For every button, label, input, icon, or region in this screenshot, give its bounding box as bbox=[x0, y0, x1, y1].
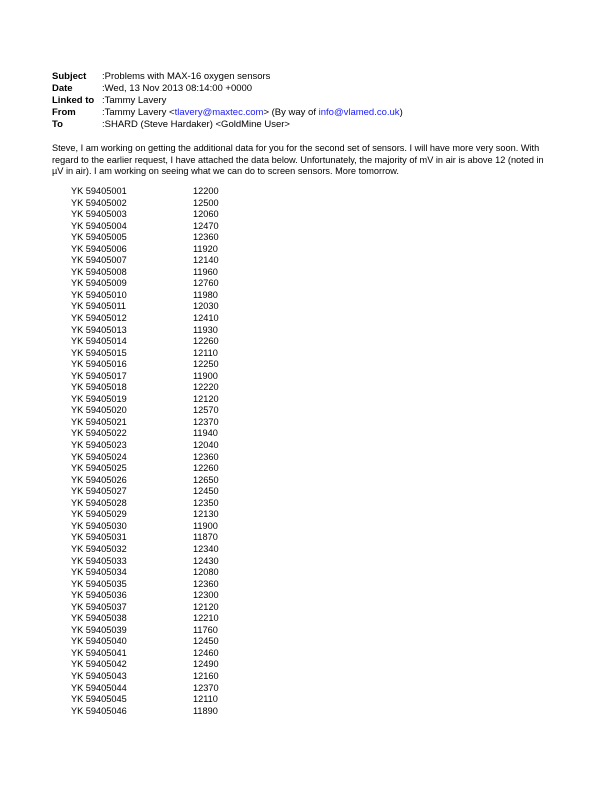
table-row bbox=[71, 394, 233, 406]
sensor-id: YK 59405013 bbox=[71, 324, 127, 335]
sensor-id: YK 59405026 bbox=[71, 474, 127, 485]
sensor-id: YK 59405005 bbox=[71, 232, 127, 243]
sensor-value: 12500 bbox=[193, 197, 219, 208]
table-row bbox=[71, 336, 233, 348]
email-header bbox=[52, 71, 572, 131]
from-end: ) bbox=[399, 107, 403, 118]
sensor-value: 11890 bbox=[193, 705, 218, 716]
table-row bbox=[71, 498, 233, 510]
sensor-id: YK 59405014 bbox=[71, 336, 127, 347]
sensor-id: YK 59405007 bbox=[71, 255, 127, 266]
sensor-value: 12120 bbox=[193, 393, 219, 404]
sensor-value: 12060 bbox=[193, 209, 219, 220]
table-row bbox=[71, 567, 233, 579]
sensor-value: 11920 bbox=[193, 243, 218, 254]
subject-row bbox=[52, 71, 572, 83]
subject-separator: : bbox=[102, 71, 105, 82]
sensor-id: YK 59405015 bbox=[71, 347, 127, 358]
table-row bbox=[71, 440, 233, 452]
date-value: Wed, 13 Nov 2013 08:14:00 +0000 bbox=[104, 83, 253, 94]
table-row bbox=[71, 244, 233, 256]
sensor-value: 11760 bbox=[193, 624, 218, 635]
table-row bbox=[71, 694, 233, 706]
sensor-value: 11980 bbox=[193, 289, 218, 300]
from-name: Tammy Lavery < bbox=[104, 107, 175, 118]
sensor-id: YK 59405043 bbox=[71, 670, 127, 681]
from-separator: : bbox=[102, 107, 105, 118]
from-by-way-of: > (By way of bbox=[263, 107, 319, 118]
sensor-id: YK 59405006 bbox=[71, 243, 127, 254]
table-row bbox=[71, 290, 233, 302]
sensor-value: 12370 bbox=[193, 682, 219, 693]
sensor-id: YK 59405044 bbox=[71, 682, 127, 693]
sensor-value: 12350 bbox=[193, 497, 219, 508]
sensor-value: 12160 bbox=[193, 670, 219, 681]
table-row bbox=[71, 532, 233, 544]
sensor-id: YK 59405033 bbox=[71, 555, 127, 566]
sensor-id: YK 59405032 bbox=[71, 543, 127, 554]
sensor-id: YK 59405024 bbox=[71, 451, 127, 462]
sensor-id: YK 59405022 bbox=[71, 428, 127, 439]
sensor-value: 12470 bbox=[193, 220, 219, 231]
date-separator: : bbox=[102, 83, 105, 94]
sensor-value: 12250 bbox=[193, 359, 219, 370]
sensor-id: YK 59405046 bbox=[71, 705, 127, 716]
table-row bbox=[71, 313, 233, 325]
sensor-id: YK 59405010 bbox=[71, 289, 127, 300]
sensor-value: 11900 bbox=[193, 520, 218, 531]
sensor-value: 12030 bbox=[193, 301, 219, 312]
sensor-value: 12410 bbox=[193, 313, 219, 324]
sensor-value: 12210 bbox=[193, 613, 219, 624]
sensor-value: 12360 bbox=[193, 451, 219, 462]
sensor-id: YK 59405030 bbox=[71, 520, 127, 531]
to-separator: : bbox=[102, 119, 105, 130]
sensor-id: YK 59405020 bbox=[71, 405, 127, 416]
sensor-value: 12220 bbox=[193, 382, 219, 393]
table-row bbox=[71, 359, 233, 371]
sensor-id: YK 59405012 bbox=[71, 313, 127, 324]
email-body-paragraph: Steve, I am working on getting the additional data for you for the second set of sensors. I will have more very soon. With regard to the earlier request, I have attached the data below. Unfortunately, the majority of mV in air is above 12 (noted in µV in air). I am working on seeing what we can do to screen sensors. More tomorrow. bbox=[52, 143, 544, 177]
table-row bbox=[71, 579, 233, 591]
table-row bbox=[71, 613, 233, 625]
table-row bbox=[71, 382, 233, 394]
sensor-id: YK 59405003 bbox=[71, 209, 127, 220]
table-row bbox=[71, 602, 233, 614]
date-row bbox=[52, 83, 572, 95]
linked-to-value: Tammy Lavery bbox=[104, 95, 167, 106]
sensor-value: 12650 bbox=[193, 474, 219, 485]
table-row bbox=[71, 706, 233, 718]
to-value: SHARD (Steve Hardaker) <GoldMine User> bbox=[104, 119, 290, 130]
sensor-id: YK 59405039 bbox=[71, 624, 127, 635]
sensor-id: YK 59405018 bbox=[71, 382, 127, 393]
sensor-value: 12130 bbox=[193, 509, 219, 520]
table-row bbox=[71, 636, 233, 648]
sensor-id: YK 59405017 bbox=[71, 370, 127, 381]
sensor-id: YK 59405021 bbox=[71, 416, 127, 427]
table-row bbox=[71, 509, 233, 521]
sensor-value: 12340 bbox=[193, 543, 219, 554]
subject-value: Problems with MAX-16 oxygen sensors bbox=[104, 71, 271, 82]
linked-to-separator: : bbox=[102, 95, 105, 106]
sensor-id: YK 59405029 bbox=[71, 509, 127, 520]
from-email-link[interactable]: tlavery@maxtec.com bbox=[174, 107, 264, 118]
table-row bbox=[71, 371, 233, 383]
from-label: From bbox=[52, 107, 76, 118]
table-row bbox=[71, 486, 233, 498]
table-row bbox=[71, 683, 233, 695]
table-row bbox=[71, 648, 233, 660]
sensor-value: 12360 bbox=[193, 232, 219, 243]
sensor-value: 12080 bbox=[193, 567, 219, 578]
sensor-value: 12760 bbox=[193, 278, 219, 289]
table-row bbox=[71, 405, 233, 417]
sensor-id: YK 59405034 bbox=[71, 567, 127, 578]
sensor-id: YK 59405037 bbox=[71, 601, 127, 612]
sensor-value: 12460 bbox=[193, 647, 219, 658]
table-row bbox=[71, 463, 233, 475]
sensor-id: YK 59405009 bbox=[71, 278, 127, 289]
sensor-value: 12040 bbox=[193, 440, 219, 451]
sensor-value: 12260 bbox=[193, 336, 219, 347]
sensor-id: YK 59405019 bbox=[71, 393, 127, 404]
sensor-value: 12450 bbox=[193, 486, 219, 497]
from-row bbox=[52, 107, 572, 119]
table-row bbox=[71, 348, 233, 360]
date-label: Date bbox=[52, 83, 73, 94]
sensor-id: YK 59405027 bbox=[71, 486, 127, 497]
table-row bbox=[71, 232, 233, 244]
sensor-id: YK 59405001 bbox=[71, 186, 127, 196]
table-row bbox=[71, 556, 233, 568]
table-row bbox=[71, 267, 233, 279]
table-row bbox=[71, 278, 233, 290]
from-email2-link[interactable]: info@vlamed.co.uk bbox=[318, 107, 400, 118]
table-row bbox=[71, 255, 233, 267]
table-row bbox=[71, 625, 233, 637]
sensor-id: YK 59405004 bbox=[71, 220, 127, 231]
sensor-value: 11900 bbox=[193, 370, 218, 381]
table-row bbox=[71, 659, 233, 671]
table-row bbox=[71, 186, 233, 198]
sensor-id: YK 59405031 bbox=[71, 532, 127, 543]
sensor-data-table bbox=[71, 186, 233, 717]
sensor-value: 12120 bbox=[193, 601, 219, 612]
sensor-id: YK 59405028 bbox=[71, 497, 127, 508]
sensor-id: YK 59405038 bbox=[71, 613, 127, 624]
to-row bbox=[52, 119, 572, 131]
table-row bbox=[71, 428, 233, 440]
sensor-id: YK 59405025 bbox=[71, 463, 127, 474]
sensor-value: 12300 bbox=[193, 590, 219, 601]
sensor-value: 12140 bbox=[193, 255, 219, 266]
table-row bbox=[71, 417, 233, 429]
sensor-value: 11930 bbox=[193, 324, 218, 335]
table-row bbox=[71, 452, 233, 464]
sensor-value: 12360 bbox=[193, 578, 219, 589]
to-label: To bbox=[52, 119, 63, 130]
sensor-id: YK 59405023 bbox=[71, 440, 127, 451]
sensor-value: 12450 bbox=[193, 636, 219, 647]
table-row bbox=[71, 301, 233, 313]
table-row bbox=[71, 209, 233, 221]
table-row bbox=[71, 521, 233, 533]
sensor-value: 12570 bbox=[193, 405, 219, 416]
from-value bbox=[105, 107, 572, 119]
sensor-id: YK 59405011 bbox=[71, 301, 127, 312]
sensor-value: 11940 bbox=[193, 428, 218, 439]
table-row bbox=[71, 475, 233, 487]
sensor-id: YK 59405002 bbox=[71, 197, 127, 208]
sensor-id: YK 59405008 bbox=[71, 266, 127, 277]
sensor-value: 12370 bbox=[193, 416, 219, 427]
sensor-value: 12430 bbox=[193, 555, 219, 566]
sensor-id: YK 59405036 bbox=[71, 590, 127, 601]
sensor-value: 12260 bbox=[193, 463, 219, 474]
subject-label: Subject bbox=[52, 71, 87, 82]
sensor-id: YK 59405045 bbox=[71, 694, 127, 705]
table-row bbox=[71, 590, 233, 602]
sensor-value: 12110 bbox=[193, 347, 218, 358]
sensor-id: YK 59405035 bbox=[71, 578, 127, 589]
sensor-value: 12200 bbox=[193, 186, 219, 196]
linked-to-row bbox=[52, 95, 572, 107]
sensor-id: YK 59405041 bbox=[71, 647, 127, 658]
table-row bbox=[71, 221, 233, 233]
table-row bbox=[71, 544, 233, 556]
sensor-id: YK 59405040 bbox=[71, 636, 127, 647]
sensor-id: YK 59405016 bbox=[71, 359, 127, 370]
sensor-id: YK 59405042 bbox=[71, 659, 127, 670]
sensor-value: 12490 bbox=[193, 659, 219, 670]
sensor-value: 12110 bbox=[193, 694, 218, 705]
linked-to-label: Linked to bbox=[52, 95, 95, 106]
sensor-value: 11960 bbox=[193, 266, 218, 277]
table-row bbox=[71, 671, 233, 683]
table-row bbox=[71, 325, 233, 337]
table-row bbox=[71, 198, 233, 210]
sensor-value: 11870 bbox=[193, 532, 218, 543]
